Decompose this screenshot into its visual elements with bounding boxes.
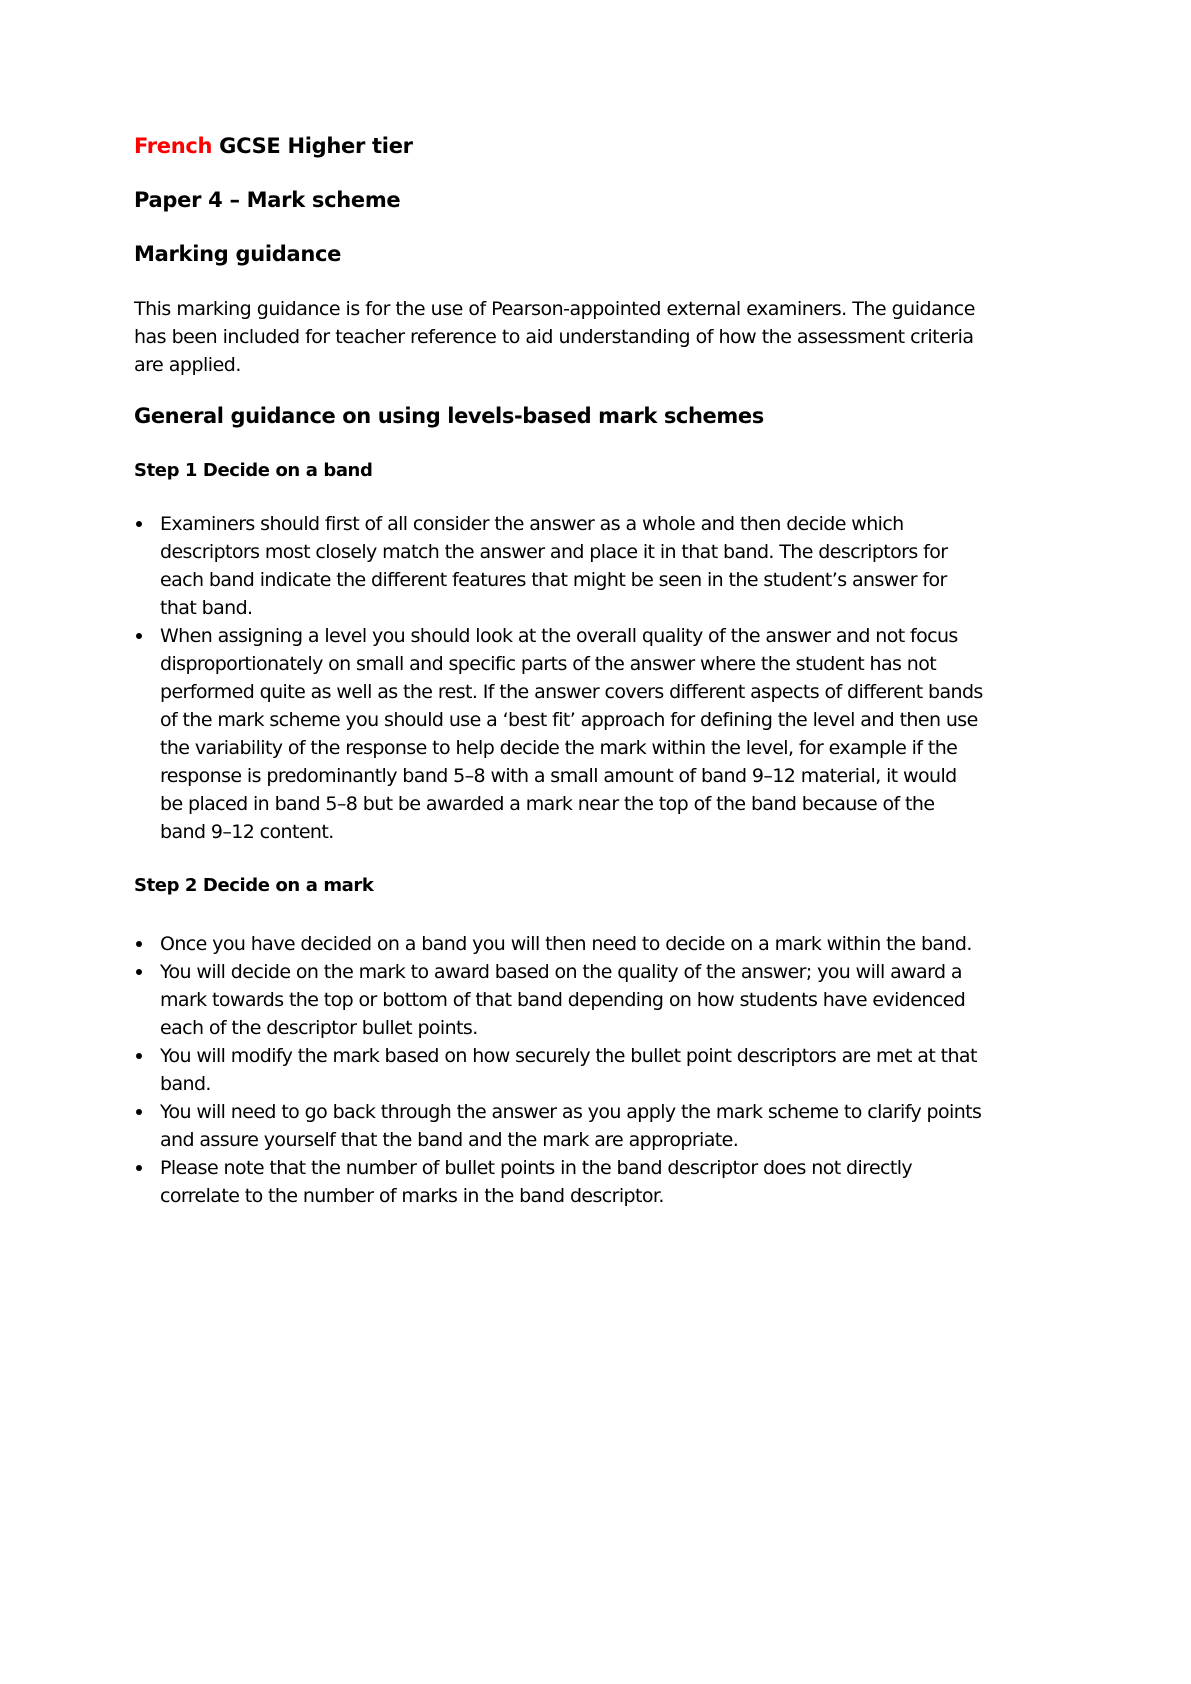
list-item-text: When assigning a level you should look at the overall quality of the answer and not focus disproportionately on small and specific parts of the answer where the student has not performed quite as well as the rest. If the answer covers different aspects of different bands of the mark scheme you should use a ‘best fit’ approach for defining the level and then use the variability of the response to help decide the mark within the level, for example if the response is predominantly band 5–8 with a small amount of band 9–12 material, it would be placed in band 5–8 but be awarded a mark near the top of the band because of the band 9–12 content. <box>160 625 983 843</box>
step1-bullet-list <box>134 510 984 846</box>
list-item <box>134 510 984 622</box>
list-item-text: You will decide on the mark to award based on the quality of the answer; you will award a mark towards the top or bottom of that band depending on how students have evidenced each of the descriptor bullet points. <box>160 961 966 1039</box>
document-title <box>134 134 413 158</box>
bullet-icon <box>136 633 142 639</box>
bullet-icon <box>136 969 142 975</box>
title-subject: French <box>134 134 213 158</box>
bullet-icon <box>136 1053 142 1059</box>
list-item <box>134 958 984 1042</box>
list-item <box>134 1098 984 1154</box>
general-guidance-heading: General guidance on using levels-based mark schemes <box>134 404 764 428</box>
list-item-text: Please note that the number of bullet points in the band descriptor does not directly correlate to the number of marks in the band descriptor. <box>160 1157 913 1207</box>
list-item <box>134 930 984 958</box>
step2-heading: Step 2 Decide on a mark <box>134 875 374 896</box>
bullet-icon <box>136 521 142 527</box>
list-item <box>134 622 984 846</box>
title-qualification: GCSE Higher tier <box>212 134 413 158</box>
marking-guidance-heading: Marking guidance <box>134 242 342 266</box>
step1-heading: Step 1 Decide on a band <box>134 460 373 481</box>
paper-heading: Paper 4 – Mark scheme <box>134 188 401 212</box>
intro-paragraph: This marking guidance is for the use of Pearson-appointed external examiners. The guidance has been included for teacher reference to aid understanding of how the assessment criteria are applied. <box>134 298 975 376</box>
list-item <box>134 1154 984 1210</box>
bullet-icon <box>136 941 142 947</box>
list-item-text: Once you have decided on a band you will then need to decide on a mark within the band. <box>160 933 972 955</box>
list-item <box>134 1042 984 1098</box>
list-item-text: Examiners should first of all consider the answer as a whole and then decide which descriptors most closely match the answer and place it in that band. The descriptors for each band indicate the different features that might be seen in the student’s answer for that band. <box>160 513 948 619</box>
list-item-text: You will modify the mark based on how securely the bullet point descriptors are met at that band. <box>160 1045 977 1095</box>
list-item-text: You will need to go back through the answer as you apply the mark scheme to clarify points and assure yourself that the band and the mark are appropriate. <box>160 1101 982 1151</box>
bullet-icon <box>136 1109 142 1115</box>
bullet-icon <box>136 1165 142 1171</box>
step2-bullet-list <box>134 930 984 1210</box>
